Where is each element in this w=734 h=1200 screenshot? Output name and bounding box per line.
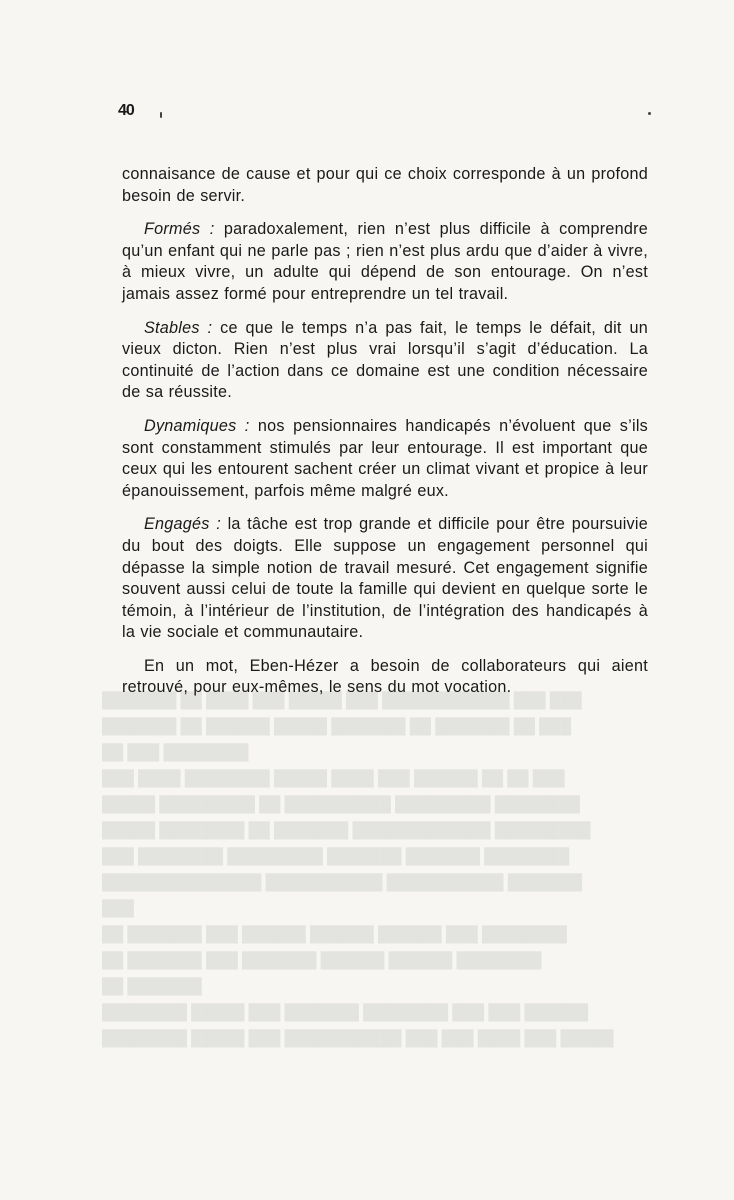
paragraph-text: En un mot, Eben-Hézer a besoin de collaborateurs qui aient retrouvé, pour eux-mêmes, le sens du mot vocation. xyxy=(122,656,648,697)
print-speck xyxy=(648,112,651,115)
paragraph xyxy=(122,219,648,305)
paragraph-lead: Formés : xyxy=(144,220,215,239)
paragraph xyxy=(122,416,648,502)
paragraph-text: ce que le temps n’a pas fait, le temps le défait, dit un vieux dicton. Rien n’est plus vrai lorsqu’il s’agit d’éducation. La continuité de l’action dans ce domaine est une condition nécessaire de sa réussite. xyxy=(122,318,648,402)
body-text xyxy=(122,164,648,711)
paragraph-text: nos pensionnaires handicapés n’évoluent que s’ils sont constamment stimulés par leur entourage. Il est important que ceux qui les entourent sachent créer un climat vivant et propice à leur épanouissement, parfois même malgré eux. xyxy=(122,416,649,500)
paragraph-lead: Dynamiques : xyxy=(144,416,250,435)
paragraph xyxy=(122,514,648,644)
paragraph-text: connaisance de cause et pour qui ce choix corresponde à un profond besoin de servir. xyxy=(122,165,648,205)
print-speck xyxy=(160,112,162,118)
paragraph-text: la tâche est trop grande et difficile pour être poursuivie du bout des doigts. Elle suppose un engagement personnel qui dépasse la simple notion de travail mesuré. Cet engagement signifie souvent aussi celui de toute la famille qui devient en quelque sorte le témoin, à l’intérieur de l’institution, de l’intégration des handicapés à la vie sociale et communautaire. xyxy=(122,515,649,642)
paragraph xyxy=(122,318,648,404)
paragraph xyxy=(122,164,648,207)
page-number: 40 xyxy=(118,102,134,119)
paragraph-lead: Engagés : xyxy=(144,515,221,534)
paragraph-lead: Stables : xyxy=(144,318,213,337)
show-through-texture: ███████ ██ ████ ███ █████ ███ ████████████ ███ ███ ███████ ██ ██████ █████ ███████ ██ ███████ ██ ███ ██ ███ ████████ ███ ████ ████████ █████ ████ ███ ██████ ██ ██ ███ █████ █████████ ██ ██████████ █████████ ████████ █████ ████████ ██ ███████ █████████████ █████████ ███ ████████ █████████ ███████ ███████ ████████ ███████████████ ███████████ ███████████ ███████ ███ ██ ███████ ███ ██████ ██████ ██████ ███ ████████ ██ ███████ ███ ███████ ██████ ██████ ████████ ██ ███████ ████████ █████ ███ ███████ ████████ ███ ███ ██████ ████████ █████ ███ ███████████ ███ ███ ████ ███ █████ xyxy=(102,692,614,1047)
paragraph xyxy=(122,656,648,699)
paragraph-text: paradoxalement, rien n’est plus difficile à comprendre qu’un enfant qui ne parle pas ; rien n’est plus ardu que d’aider à vivre, à mieux vivre, un adulte qui dépend de son entourage. On n’est jamais assez formé pour entreprendre un tel travail. xyxy=(122,220,648,303)
